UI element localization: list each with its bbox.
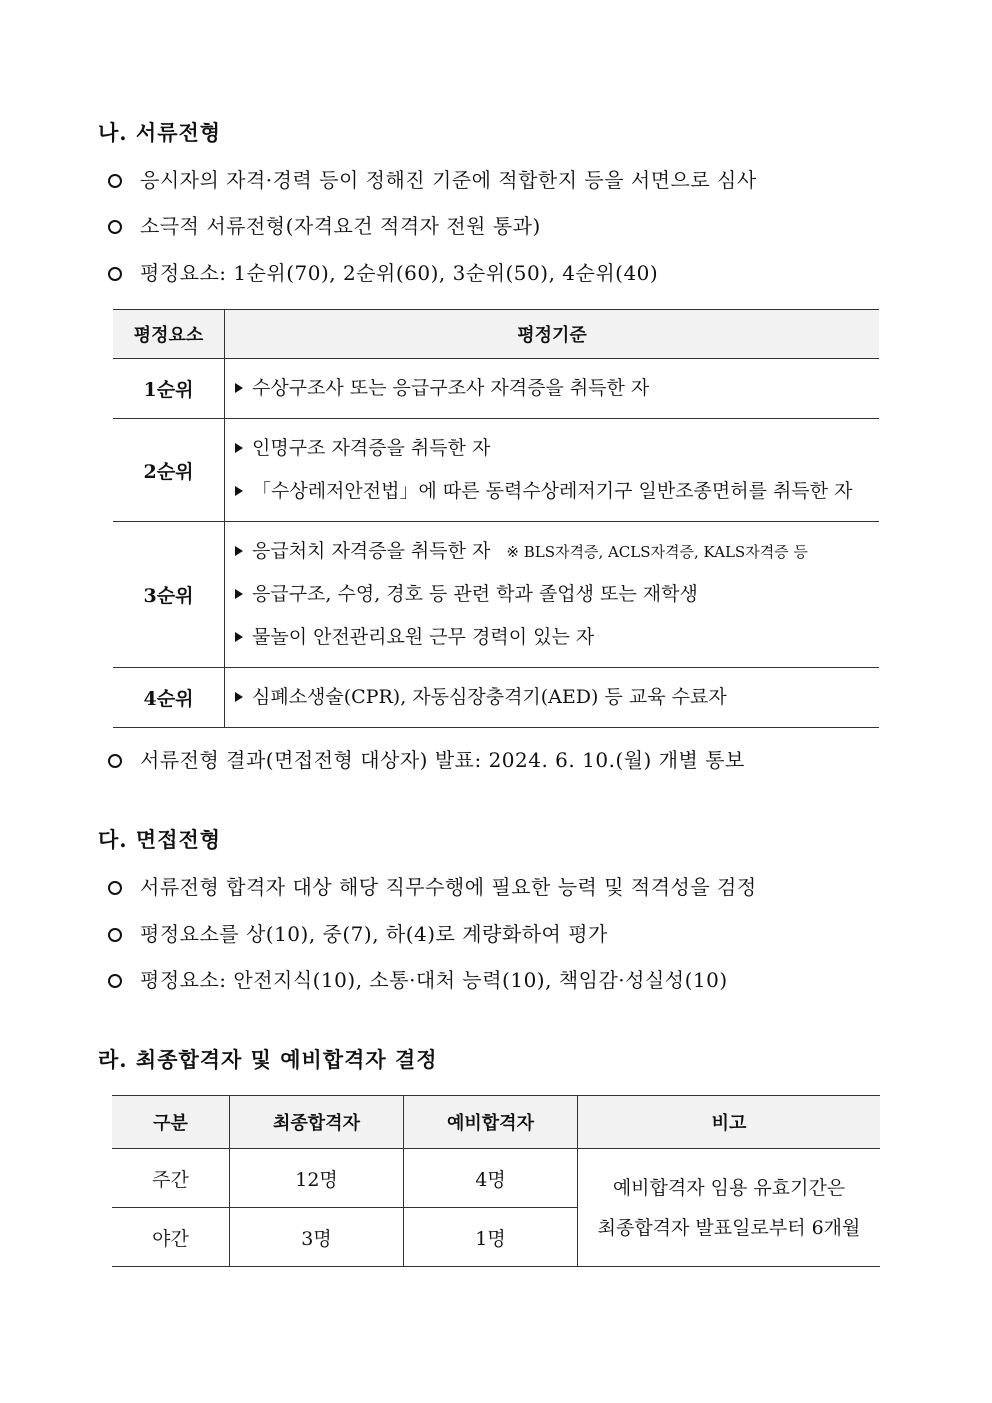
remark-line: 최종합격자 발표일로부터 6개월 bbox=[597, 1216, 861, 1239]
header-category: 구분 bbox=[112, 1096, 230, 1149]
triangle-bullet-icon bbox=[235, 589, 243, 599]
certificate-note: ※ BLS자격증, ACLS자격증, KALS자격증 등 bbox=[506, 543, 808, 561]
criteria-item: 응급구조, 수영, 경호 등 관련 학과 졸업생 또는 재학생 bbox=[235, 573, 878, 616]
criteria-item: 수상구조사 또는 응급구조사 자격증을 취득한 자 bbox=[235, 367, 878, 410]
circle-bullet-icon bbox=[108, 174, 122, 188]
criteria-item: 심폐소생술(CPR), 자동심장충격기(AED) 등 교육 수료자 bbox=[235, 676, 878, 719]
remark-line: 예비합격자 임용 유효기간은 bbox=[612, 1176, 846, 1199]
table-row bbox=[113, 359, 879, 419]
triangle-bullet-icon bbox=[235, 692, 243, 702]
table-header-row bbox=[112, 1096, 880, 1149]
bullet-item: 평정요소를 상(10), 중(7), 하(4)로 계량화하여 평가 bbox=[108, 918, 608, 947]
header-reserve: 예비합격자 bbox=[404, 1096, 578, 1149]
header-remark: 비고 bbox=[578, 1096, 881, 1149]
bullet-item: 평정요소: 안전지식(10), 소통·대처 능력(10), 책임감·성실성(10) bbox=[108, 964, 728, 993]
triangle-bullet-icon bbox=[235, 546, 243, 556]
criteria-cell bbox=[225, 668, 880, 728]
circle-bullet-icon bbox=[108, 928, 122, 942]
final-count-cell: 12명 bbox=[230, 1149, 404, 1208]
triangle-bullet-icon bbox=[235, 383, 243, 393]
triangle-bullet-icon bbox=[235, 486, 243, 496]
bullet-item: 평정요소: 1순위(70), 2순위(60), 3순위(50), 4순위(40) bbox=[108, 257, 658, 286]
criteria-cell bbox=[225, 522, 880, 668]
bullet-item: 소극적 서류전형(자격요건 적격자 전원 통과) bbox=[108, 210, 541, 239]
criteria-cell bbox=[225, 419, 880, 522]
header-evaluation-criteria: 평정기준 bbox=[225, 310, 880, 359]
category-cell: 주간 bbox=[112, 1149, 230, 1208]
remark-cell bbox=[578, 1149, 881, 1267]
section-title-document-screening: 나. 서류전형 bbox=[98, 120, 222, 145]
table-header-row bbox=[113, 310, 879, 359]
reserve-count-cell: 4명 bbox=[404, 1149, 578, 1208]
rank-cell: 2순위 bbox=[113, 419, 225, 522]
table-row bbox=[113, 419, 879, 522]
rank-cell: 1순위 bbox=[113, 359, 225, 419]
header-evaluation-element: 평정요소 bbox=[113, 310, 225, 359]
criteria-item: 물놀이 안전관리요원 근무 경력이 있는 자 bbox=[235, 616, 878, 659]
section-title-interview: 다. 면접전형 bbox=[98, 827, 222, 852]
evaluation-criteria-table bbox=[113, 309, 879, 728]
bullet-item: 응시자의 자격·경력 등이 정해진 기준에 적합한지 등을 서면으로 심사 bbox=[108, 164, 757, 193]
section-title-final-decision: 라. 최종합격자 및 예비합격자 결정 bbox=[98, 1047, 438, 1072]
criteria-item: 인명구조 자격증을 취득한 자 bbox=[235, 427, 878, 470]
table-row bbox=[112, 1149, 880, 1208]
criteria-cell bbox=[225, 359, 880, 419]
circle-bullet-icon bbox=[108, 881, 122, 895]
reserve-count-cell: 1명 bbox=[404, 1208, 578, 1267]
criteria-item: 응급처치 자격증을 취득한 자 ※ BLS자격증, ACLS자격증, KALS자격증 등 bbox=[235, 530, 878, 573]
final-count-cell: 3명 bbox=[230, 1208, 404, 1267]
triangle-bullet-icon bbox=[235, 632, 243, 642]
rank-cell: 3순위 bbox=[113, 522, 225, 668]
category-cell: 야간 bbox=[112, 1208, 230, 1267]
criteria-item: 「수상레저안전법」에 따른 동력수상레저기구 일반조종면허를 취득한 자 bbox=[235, 470, 878, 513]
bullet-item: 서류전형 합격자 대상 해당 직무수행에 필요한 능력 및 적격성을 검정 bbox=[108, 871, 757, 900]
circle-bullet-icon bbox=[108, 974, 122, 988]
triangle-bullet-icon bbox=[235, 443, 243, 453]
table-row bbox=[113, 668, 879, 728]
rank-cell: 4순위 bbox=[113, 668, 225, 728]
circle-bullet-icon bbox=[108, 267, 122, 281]
bullet-item-result: 서류전형 결과(면접전형 대상자) 발표: 2024. 6. 10.(월) 개별 통보 bbox=[108, 744, 745, 773]
final-pass-table bbox=[112, 1095, 880, 1267]
header-final: 최종합격자 bbox=[230, 1096, 404, 1149]
circle-bullet-icon bbox=[108, 754, 122, 768]
table-row bbox=[113, 522, 879, 668]
circle-bullet-icon bbox=[108, 220, 122, 234]
